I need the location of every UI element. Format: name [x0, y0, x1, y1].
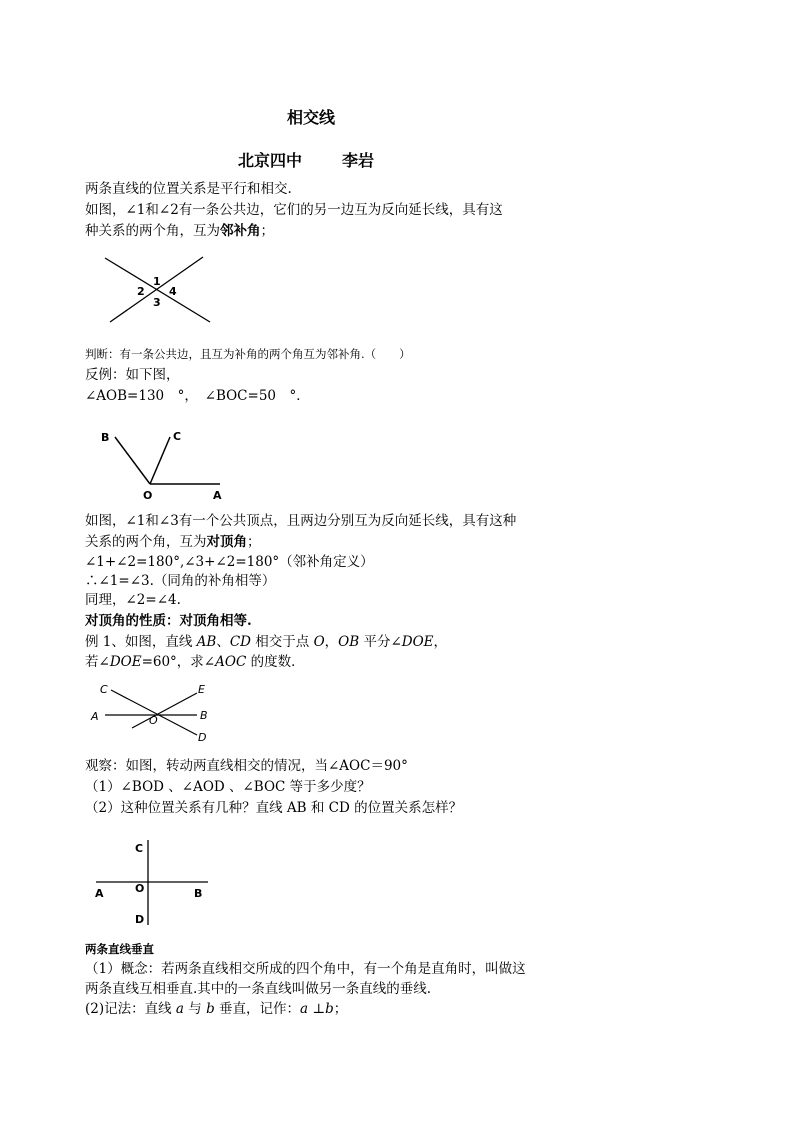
vertical-desc-line1: 如图，∠1和∠3有一个公共顶点，且两边分别互为反向延长线，具有这种	[85, 513, 517, 529]
perpendicular-heading: 两条直线垂直	[85, 942, 154, 956]
fig4-label-a: A	[95, 887, 104, 900]
vertical-suffix: ；	[247, 534, 261, 550]
example1-line1	[85, 633, 447, 652]
figure-example1-diagram	[85, 678, 225, 748]
fig4-label-c: C	[135, 842, 144, 855]
ex1-aoc: AOC	[215, 654, 247, 670]
figure-intersecting-lines-1	[100, 250, 215, 330]
fig1-label-1: 1	[153, 275, 161, 288]
fig3-label-e: E	[198, 683, 205, 696]
judge-statement: 判断：有一条公共边，且互为补角的两个角互为邻补角.（ ）	[85, 347, 411, 361]
question-1: （1）∠BOD 、∠AOD 、∠BOC 等于多少度？	[85, 779, 371, 795]
adjacent-desc-line2	[85, 222, 274, 241]
fig4-label-d: D	[135, 913, 145, 926]
concept-line2: 两条直线互相垂直.其中的一条直线叫做另一条直线的垂线.	[85, 981, 432, 997]
ex1-text: =60°，求∠	[141, 654, 216, 670]
vertical-angle-property: 对顶角的性质：对顶角相等.	[85, 613, 252, 629]
ex1-text: 的度数．	[246, 654, 305, 670]
ex1-text: 若∠	[85, 654, 110, 670]
fig3-label-d: D	[198, 731, 207, 744]
ex1-o: O	[313, 634, 325, 650]
intro-line: 两条直线的位置关系是平行和相交.	[85, 181, 292, 197]
vertical-desc-line2	[85, 533, 261, 552]
concept-line1: （1）概念：若两条直线相交所成的四个角中，有一个角是直角时，叫做这	[85, 961, 526, 977]
ex1-text: 相交于点	[251, 634, 314, 650]
fig1-label-2: 2	[137, 285, 145, 298]
figure-angle-aob-boc	[95, 425, 235, 503]
notation-text: 与	[183, 1001, 207, 1017]
page-title: 相交线	[287, 108, 336, 127]
fig3-label-a: A	[91, 710, 99, 723]
vertical-term: 对顶角	[206, 534, 247, 550]
observation-line: 观察：如图，转动两直线相交的情况，当∠AOC＝90°	[85, 758, 408, 774]
fig4-label-o: O	[135, 882, 145, 895]
notation-expression: a ⊥b	[300, 1001, 334, 1017]
notation-text: (2)记法：直线	[85, 1001, 176, 1017]
ex1-text: ，	[433, 634, 448, 650]
notation-a: a	[175, 1001, 184, 1017]
ex1-doe: DOE	[109, 654, 142, 670]
ex1-doe: DOE	[401, 634, 434, 650]
ex1-text: 例 1、如图，直线	[85, 634, 197, 650]
adjacent-prefix: 种关系的两个角，互为	[85, 223, 220, 239]
fig1-label-4: 4	[169, 285, 177, 298]
example1-line2	[85, 653, 305, 672]
fig4-label-b: B	[194, 887, 203, 900]
fig3-label-c: C	[100, 683, 108, 696]
notation-text: ；	[333, 1001, 348, 1017]
fig2-label-b: B	[101, 431, 110, 444]
fig2-label-c: C	[173, 430, 182, 443]
author-name: 李岩	[342, 151, 375, 170]
fig1-label-3: 3	[153, 296, 161, 309]
author-school: 北京四中	[238, 151, 303, 170]
ex1-text: ，	[324, 634, 339, 650]
ex1-text: 、	[216, 634, 230, 650]
equation-line-2: ∴∠1=∠3.（同角的补角相等）	[85, 573, 276, 589]
counterexample-label: 反例：如下图，	[85, 367, 180, 383]
ex1-text: 平分∠	[359, 634, 402, 650]
fig2-label-o: O	[143, 489, 153, 502]
equation-line-1: ∠1+∠2=180°,∠3+∠2=180°（邻补角定义）	[85, 554, 374, 570]
fig2-label-a: A	[213, 489, 222, 502]
figure-perpendicular-lines	[88, 835, 218, 930]
fig3-label-b: B	[200, 709, 208, 722]
adjacent-suffix: ；	[260, 223, 274, 239]
ex1-ob: OB	[338, 634, 360, 650]
counterexample-angles: ∠AOB=130 °， ∠BOC=50 °．	[85, 388, 310, 404]
vertical-prefix: 关系的两个角，互为	[85, 534, 207, 550]
notation-line	[85, 1000, 347, 1019]
fig3-label-o: O	[149, 714, 158, 727]
ex1-cd: CD	[229, 634, 251, 650]
question-2: （2）这种位置关系有几种？直线 AB 和 CD 的位置关系怎样？	[85, 800, 463, 816]
adjacent-desc-line1: 如图，∠1和∠2有一条公共边，它们的另一边互为反向延长线，具有这	[85, 202, 503, 218]
notation-text: 垂直，记作：	[214, 1001, 301, 1017]
notation-b: b	[206, 1001, 215, 1017]
ex1-ab: AB	[196, 634, 217, 650]
equation-line-3: 同理，∠2=∠4.	[85, 592, 181, 608]
adjacent-term: 邻补角	[220, 223, 261, 239]
